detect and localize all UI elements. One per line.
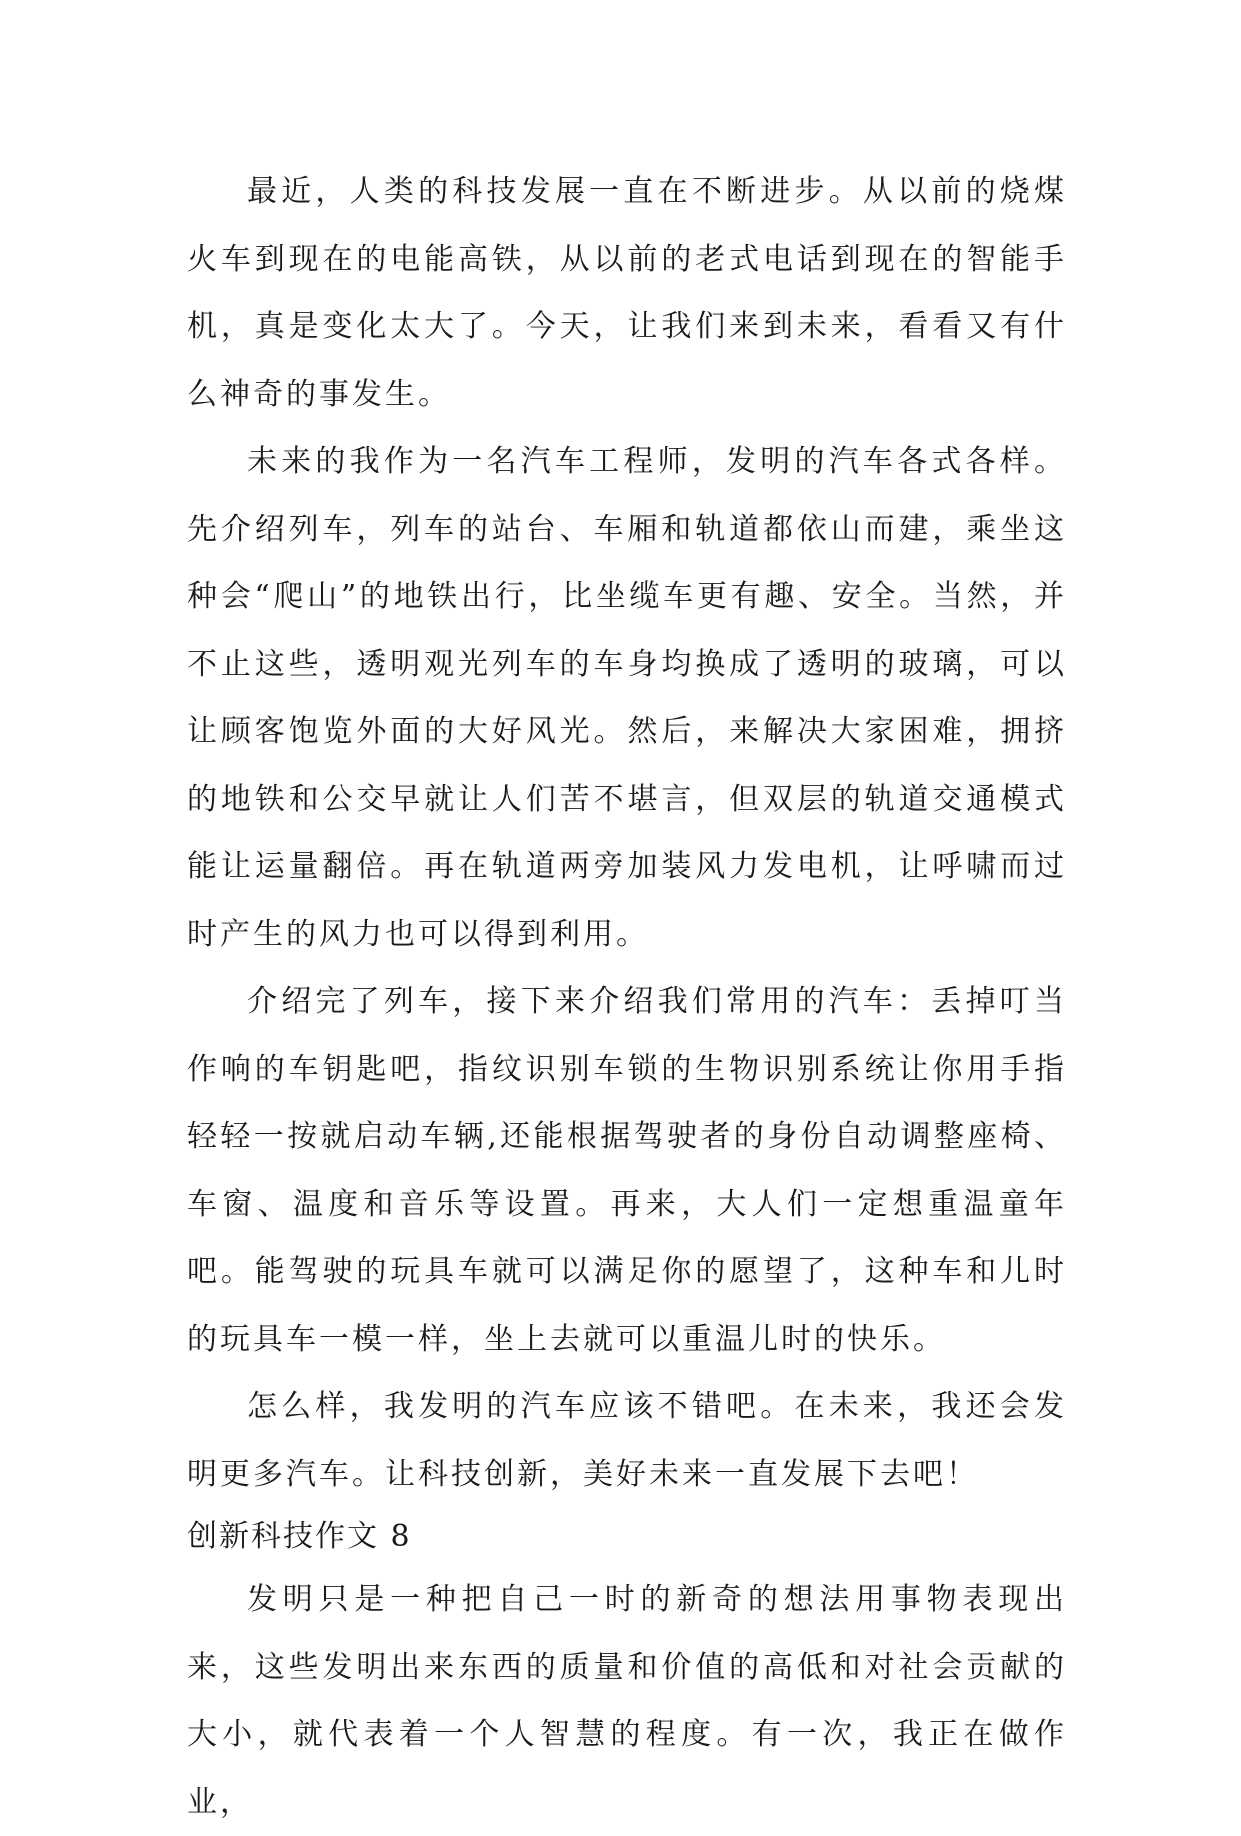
paragraph: 未来的我作为一名汽车工程师，发明的汽车各式各样。先介绍列车，列车的站台、车厢和轨道都依山而建，乘坐这种会“爬山”的地铁出行，比坐缆车更有趣、安全。当然，并不止这些，透明观光列车的车身均换成了透明的玻璃，可以让顾客饱览外面的大好风光。然后，来解决大家困难，拥挤的地铁和公交早就让人们苦不堪言，但双层的轨道交通模式能让运量翻倍。再在轨道两旁加装风力发电机，让呼啸而过时产生的风力也可以得到利用。 xyxy=(187,444,1067,952)
section-title: 创新科技作文 8 xyxy=(187,1519,412,1554)
paragraph: 介绍完了列车，接下来介绍我们常用的汽车：丢掉叮当作响的车钥匙吧，指纹识别车锁的生物识别系统让你用手指轻轻一按就启动车辆,还能根据驾驶者的身份自动调整座椅、车窗、温度和音乐等设置。再来，大人们一定想重温童年吧。能驾驶的玩具车就可以满足你的愿望了，这种车和儿时的玩具车一模一样，坐上去就可以重温儿时的快乐。 xyxy=(187,984,1067,1357)
paragraph: 怎么样，我发明的汽车应该不错吧。在未来，我还会发明更多汽车。让科技创新，美好未来一直发展下去吧！ xyxy=(187,1389,1067,1492)
paragraph: 发明只是一种把自己一时的新奇的想法用事物表现出来，这些发明出来东西的质量和价值的高低和对社会贡献的大小，就代表着一个人智慧的程度。有一次，我正在做作业， xyxy=(187,1582,1067,1820)
paragraph: 最近，人类的科技发展一直在不断进步。从以前的烧煤火车到现在的电能高铁，从以前的老式电话到现在的智能手机，真是变化太大了。今天，让我们来到未来，看看又有什么神奇的事发生。 xyxy=(187,174,1067,412)
document-body xyxy=(187,158,1067,1836)
